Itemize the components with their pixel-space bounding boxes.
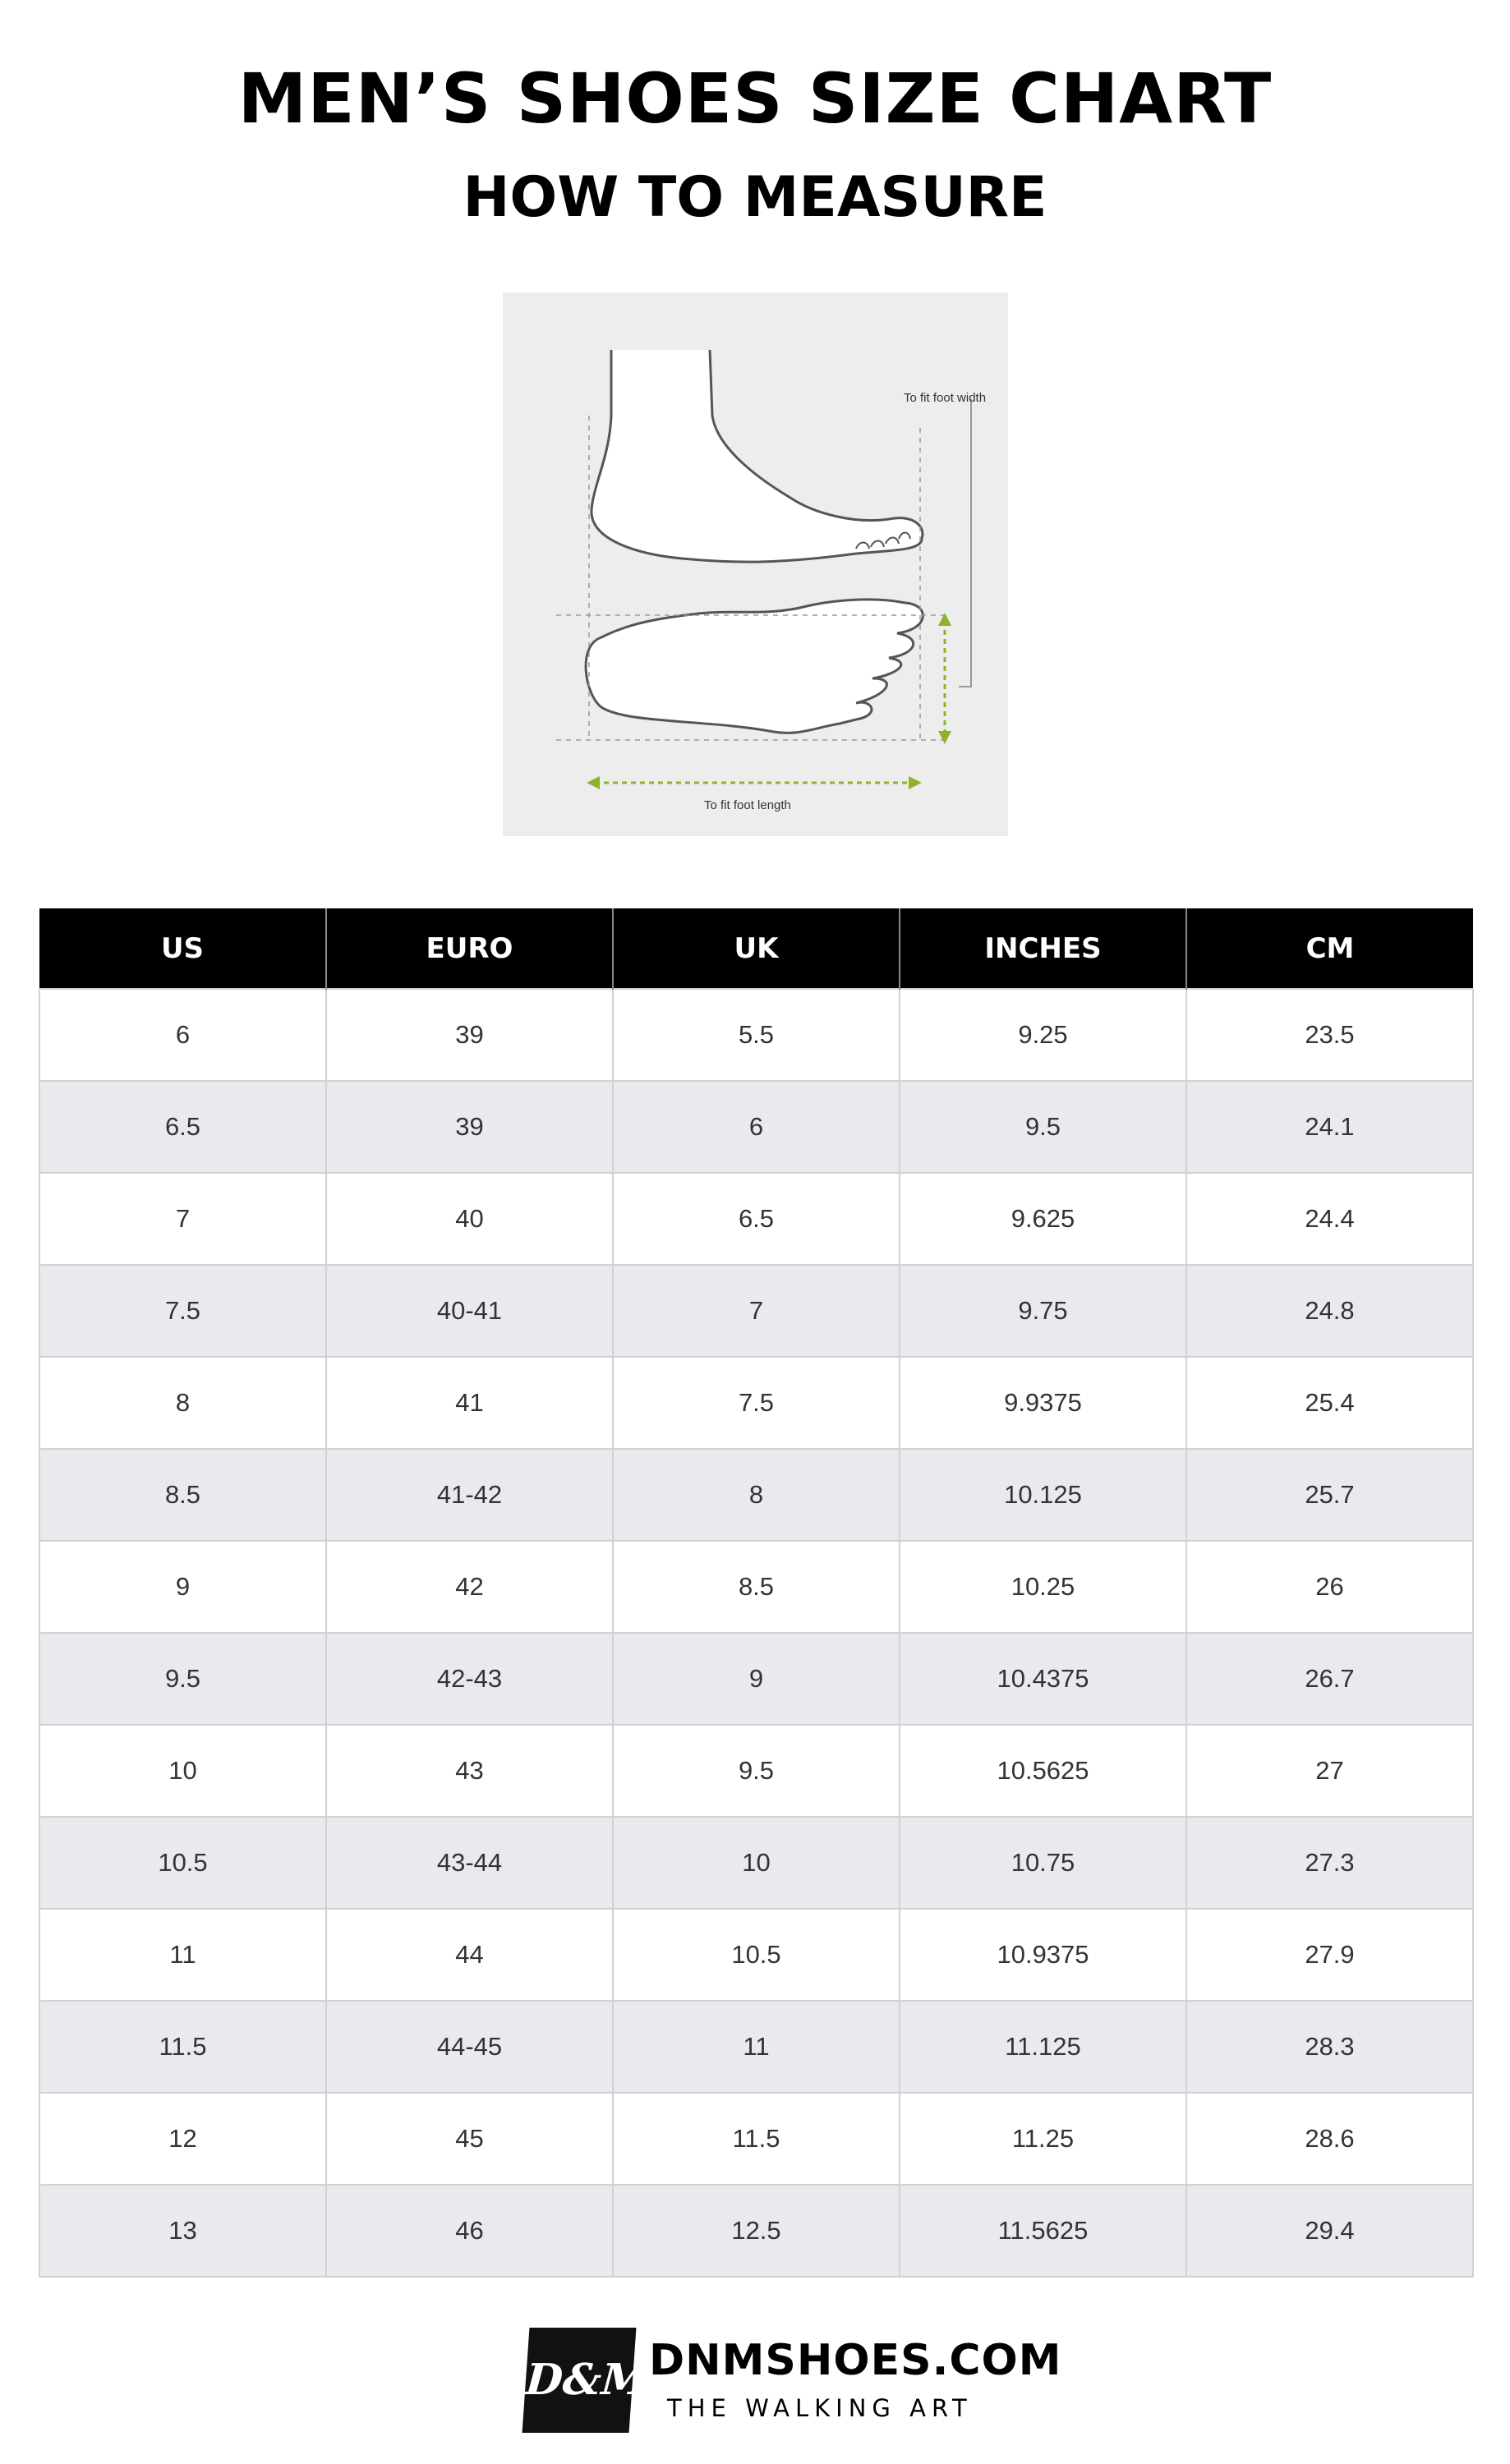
table-row — [39, 2185, 1473, 2277]
table-cell-euro: 41 — [326, 1357, 613, 1449]
table-cell-inches: 9.9375 — [900, 1357, 1186, 1449]
table-cell-us: 7.5 — [39, 1265, 326, 1357]
table-row — [39, 989, 1473, 1081]
table-row — [39, 1817, 1473, 1909]
table-body — [39, 989, 1473, 2277]
table-cell-uk: 12.5 — [613, 2185, 900, 2277]
table-cell-cm: 25.7 — [1186, 1449, 1473, 1541]
table-row — [39, 2001, 1473, 2093]
table-cell-uk: 9 — [613, 1633, 900, 1725]
table-cell-cm: 25.4 — [1186, 1357, 1473, 1449]
table-cell-cm: 23.5 — [1186, 989, 1473, 1081]
table-cell-inches: 9.75 — [900, 1265, 1186, 1357]
table-cell-cm: 24.1 — [1186, 1081, 1473, 1173]
table-cell-us: 9 — [39, 1541, 326, 1633]
table-cell-euro: 39 — [326, 1081, 613, 1173]
table-cell-euro: 44-45 — [326, 2001, 613, 2093]
table-cell-uk: 5.5 — [613, 989, 900, 1081]
table-row — [39, 1357, 1473, 1449]
page-subtitle: HOW TO MEASURE — [463, 165, 1047, 230]
foot-side-view — [592, 350, 923, 562]
table-cell-uk: 8 — [613, 1449, 900, 1541]
table-cell-euro: 46 — [326, 2185, 613, 2277]
table-cell-euro: 40 — [326, 1173, 613, 1265]
table-cell-uk: 11.5 — [613, 2093, 900, 2185]
table-cell-uk: 7 — [613, 1265, 900, 1357]
table-cell-uk: 6.5 — [613, 1173, 900, 1265]
table-cell-cm: 27.9 — [1186, 1909, 1473, 2001]
table-cell-us: 10 — [39, 1725, 326, 1817]
size-table — [39, 908, 1474, 2278]
foot-width-label: To fit foot width — [904, 391, 987, 405]
table-cell-us: 10.5 — [39, 1817, 326, 1909]
table-cell-cm: 28.3 — [1186, 2001, 1473, 2093]
foot-length-label: To fit foot length — [704, 798, 791, 812]
table-cell-inches: 10.75 — [900, 1817, 1186, 1909]
table-cell-us: 8 — [39, 1357, 326, 1449]
table-cell-inches: 10.4375 — [900, 1633, 1186, 1725]
column-header-us: US — [39, 908, 326, 989]
table-cell-inches: 11.25 — [900, 2093, 1186, 2185]
table-cell-us: 11 — [39, 1909, 326, 2001]
table-row — [39, 1909, 1473, 2001]
column-header-euro: EURO — [326, 908, 613, 989]
table-row — [39, 1081, 1473, 1173]
table-row — [39, 2093, 1473, 2185]
table-cell-us: 7 — [39, 1173, 326, 1265]
brand-tagline: THE WALKING ART — [667, 2394, 973, 2422]
foot-measure-illustration — [503, 292, 1008, 836]
table-cell-us: 6 — [39, 989, 326, 1081]
column-header-cm: CM — [1186, 908, 1473, 989]
table-cell-uk: 8.5 — [613, 1541, 900, 1633]
table-cell-inches: 10.9375 — [900, 1909, 1186, 2001]
brand-name: DNMSHOES.COM — [649, 2336, 1062, 2385]
table-cell-inches: 10.25 — [900, 1541, 1186, 1633]
page-title: MEN’S SHOES SIZE CHART — [237, 58, 1273, 139]
table-cell-inches: 9.25 — [900, 989, 1186, 1081]
table-cell-uk: 7.5 — [613, 1357, 900, 1449]
logo-mark-icon: D&M — [523, 2328, 637, 2433]
brand-logo — [523, 2328, 1062, 2434]
table-cell-cm: 29.4 — [1186, 2185, 1473, 2277]
table-cell-us: 12 — [39, 2093, 326, 2185]
table-cell-us: 11.5 — [39, 2001, 326, 2093]
table-cell-uk: 6 — [613, 1081, 900, 1173]
table-cell-cm: 26.7 — [1186, 1633, 1473, 1725]
table-cell-euro: 43 — [326, 1725, 613, 1817]
table-cell-inches: 10.5625 — [900, 1725, 1186, 1817]
table-cell-euro: 40-41 — [326, 1265, 613, 1357]
table-cell-cm: 27.3 — [1186, 1817, 1473, 1909]
table-cell-us: 13 — [39, 2185, 326, 2277]
table-cell-uk: 10.5 — [613, 1909, 900, 2001]
foot-top-view — [586, 600, 923, 733]
table-cell-cm: 24.8 — [1186, 1265, 1473, 1357]
table-row — [39, 1633, 1473, 1725]
table-cell-euro: 42-43 — [326, 1633, 613, 1725]
table-cell-uk: 9.5 — [613, 1725, 900, 1817]
table-cell-inches: 9.5 — [900, 1081, 1186, 1173]
table-cell-euro: 44 — [326, 1909, 613, 2001]
table-cell-cm: 27 — [1186, 1725, 1473, 1817]
table-cell-inches: 9.625 — [900, 1173, 1186, 1265]
table-cell-uk: 11 — [613, 2001, 900, 2093]
table-cell-cm: 24.4 — [1186, 1173, 1473, 1265]
foot-diagram — [503, 292, 1008, 836]
table-row — [39, 1173, 1473, 1265]
table-cell-us: 8.5 — [39, 1449, 326, 1541]
table-row — [39, 1541, 1473, 1633]
table-row — [39, 1449, 1473, 1541]
table-cell-us: 9.5 — [39, 1633, 326, 1725]
column-header-uk: UK — [613, 908, 900, 989]
table-cell-uk: 10 — [613, 1817, 900, 1909]
table-cell-cm: 28.6 — [1186, 2093, 1473, 2185]
table-cell-euro: 39 — [326, 989, 613, 1081]
table-row — [39, 1725, 1473, 1817]
table-cell-euro: 45 — [326, 2093, 613, 2185]
column-header-inches: INCHES — [900, 908, 1186, 989]
table-cell-euro: 41-42 — [326, 1449, 613, 1541]
table-cell-cm: 26 — [1186, 1541, 1473, 1633]
table-cell-us: 6.5 — [39, 1081, 326, 1173]
table-cell-euro: 43-44 — [326, 1817, 613, 1909]
table-cell-inches: 11.5625 — [900, 2185, 1186, 2277]
table-header-row — [39, 908, 1473, 989]
table-row — [39, 1265, 1473, 1357]
table-cell-inches: 11.125 — [900, 2001, 1186, 2093]
table-cell-euro: 42 — [326, 1541, 613, 1633]
table-cell-inches: 10.125 — [900, 1449, 1186, 1541]
